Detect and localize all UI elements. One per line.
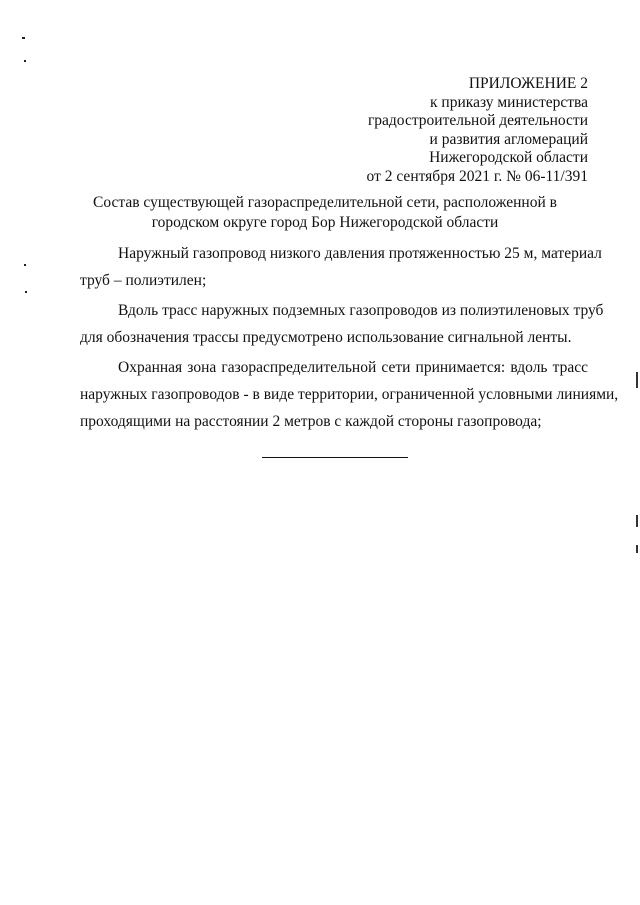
appendix-region-line: Нижегородской области [429, 149, 588, 166]
paragraph-line: Охранная зона газораспределительной сети принимается: вдоль трасс [118, 359, 588, 376]
paragraph-line: для обозначения трассы предусмотрено использование сигнальной ленты. [80, 329, 572, 346]
appendix-order-line: к приказу министерства [430, 93, 588, 111]
closing-separator-line [262, 457, 408, 458]
paragraph-line: труб – полиэтилен; [80, 272, 207, 289]
scan-speck [24, 264, 26, 266]
paragraph-line: проходящими на расстоянии 2 метров с каждой стороны газопровода; [80, 413, 542, 430]
scan-edge-mark [636, 372, 638, 388]
document-body [80, 240, 619, 438]
scan-speck [22, 37, 25, 39]
scan-speck [25, 291, 27, 293]
title-line-1: Состав существующей газораспределительной сети, расположенной в [93, 194, 557, 211]
title-line-2: городском округе город Бор Нижегородской области [151, 214, 499, 231]
paragraph-line: наружных газопроводов - в виде территории, ограниченной условными линиями, [80, 386, 619, 403]
appendix-date-number: от 2 сентября 2021 г. № 06-11/391 [366, 167, 588, 185]
paragraph-protection-zone [80, 354, 619, 435]
paragraph-pipeline [80, 240, 602, 294]
appendix-ministry-line: градостроительной деятельности [367, 112, 588, 129]
paragraph-signal-tape [80, 297, 604, 351]
scan-edge-mark [636, 515, 638, 527]
document-title [90, 193, 560, 233]
appendix-header [367, 75, 588, 186]
appendix-ministry-line-2: и развития агломераций [429, 130, 588, 148]
appendix-title: ПРИЛОЖЕНИЕ 2 [468, 75, 588, 92]
paragraph-line: Наружный газопровод низкого давления протяженностью 25 м, материал [118, 245, 602, 262]
scan-edge-mark [636, 545, 638, 553]
scan-speck [24, 60, 26, 62]
paragraph-line: Вдоль трасс наружных подземных газопроводов из полиэтиленовых труб [118, 302, 604, 319]
